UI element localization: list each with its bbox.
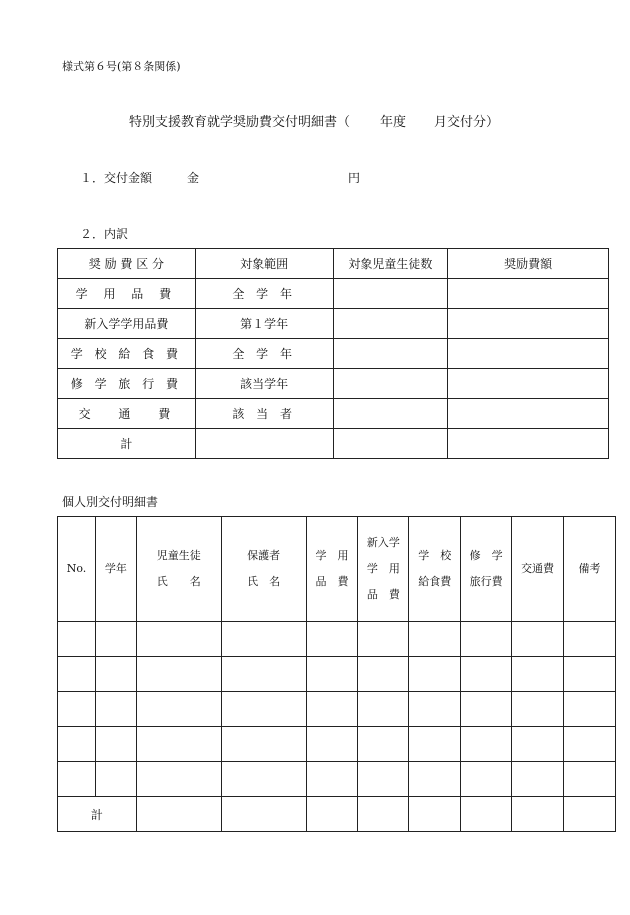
table-cell[interactable] (58, 657, 96, 692)
table-cell[interactable] (221, 762, 306, 797)
table-cell[interactable] (136, 622, 221, 657)
amount-kin: 金 (187, 171, 200, 185)
table-cell[interactable] (409, 727, 461, 762)
table-cell[interactable] (409, 692, 461, 727)
table-cell[interactable] (221, 657, 306, 692)
count-cell[interactable] (333, 399, 448, 429)
header-school-supplies-line2: 品 費 (315, 575, 349, 588)
table-cell[interactable] (58, 727, 96, 762)
breakdown-row (58, 279, 609, 309)
header-no: No. (58, 517, 96, 622)
header-category: 奨 励 費 区 分 (58, 249, 196, 279)
individual-total-row (58, 797, 616, 832)
individual-table (57, 516, 616, 832)
individual-header-row (58, 517, 616, 622)
header-guardian-line2: 氏 名 (247, 575, 281, 588)
table-cell[interactable] (461, 692, 512, 727)
table-row (58, 657, 616, 692)
count-cell[interactable] (333, 339, 448, 369)
header-count: 対象児童生徒数 (333, 249, 448, 279)
individual-total-label: 計 (58, 797, 137, 832)
header-guardian-line1: 保護者 (247, 549, 281, 562)
scope-cell: 該当学年 (195, 369, 333, 399)
scope-cell: 第１学年 (195, 309, 333, 339)
amount-cell[interactable] (448, 309, 609, 339)
form-number: 様式第６号(第８条関係) (62, 60, 181, 73)
header-remarks: 備考 (564, 517, 616, 622)
header-student-line2: 氏 名 (156, 575, 201, 588)
table-cell[interactable] (95, 727, 136, 762)
table-cell[interactable] (58, 622, 96, 657)
total-cell[interactable] (461, 797, 512, 832)
table-cell[interactable] (461, 657, 512, 692)
amount-cell[interactable] (448, 279, 609, 309)
table-cell[interactable] (95, 692, 136, 727)
category-cell: 新入学学用品費 (58, 309, 196, 339)
table-cell[interactable] (221, 692, 306, 727)
table-row (58, 762, 616, 797)
category-cell: 学 用 品 費 (58, 279, 196, 309)
title-month-label: 月交付分） (434, 115, 500, 130)
header-lunch-line2: 給食費 (418, 575, 452, 588)
table-cell[interactable] (512, 657, 564, 692)
table-cell[interactable] (512, 692, 564, 727)
table-row (58, 692, 616, 727)
amount-yen: 円 (348, 171, 361, 185)
header-new-enrollment-line1: 新入学 (366, 536, 400, 549)
document-title (129, 111, 499, 130)
title-year-label: 年度 (380, 115, 407, 130)
header-school-supplies-line1: 学 用 (315, 549, 349, 562)
table-cell[interactable] (221, 622, 306, 657)
table-cell[interactable] (306, 622, 358, 657)
table-cell[interactable] (306, 727, 358, 762)
total-cell[interactable] (221, 797, 306, 832)
table-cell[interactable] (358, 692, 409, 727)
count-cell[interactable] (333, 369, 448, 399)
breakdown-row (58, 399, 609, 429)
table-cell[interactable] (358, 622, 409, 657)
table-cell[interactable] (95, 657, 136, 692)
table-cell[interactable] (221, 727, 306, 762)
table-cell[interactable] (358, 727, 409, 762)
scope-cell: 全 学 年 (195, 339, 333, 369)
scope-cell: 全 学 年 (195, 279, 333, 309)
total-cell[interactable] (564, 797, 616, 832)
header-transport: 交通費 (512, 517, 564, 622)
table-cell[interactable] (564, 727, 616, 762)
total-cell[interactable] (358, 797, 409, 832)
total-label: 計 (58, 429, 196, 459)
header-trip-line2: 旅行費 (469, 575, 503, 588)
table-cell[interactable] (409, 657, 461, 692)
amount-cell[interactable] (448, 369, 609, 399)
breakdown-row (58, 309, 609, 339)
breakdown-table (57, 248, 609, 459)
category-cell: 修 学 旅 行 費 (58, 369, 196, 399)
header-lunch (409, 517, 461, 622)
table-cell[interactable] (358, 657, 409, 692)
table-row (58, 622, 616, 657)
header-trip (461, 517, 512, 622)
table-cell[interactable] (136, 657, 221, 692)
header-trip-line1: 修 学 (469, 549, 503, 562)
table-cell[interactable] (409, 762, 461, 797)
title-main: 特別支援教育就学奨励費交付明細書（ (129, 115, 351, 130)
header-amount: 奨励費額 (448, 249, 609, 279)
scope-cell: 該 当 者 (195, 399, 333, 429)
table-cell[interactable] (512, 622, 564, 657)
header-scope: 対象範囲 (195, 249, 333, 279)
total-cell[interactable] (512, 797, 564, 832)
table-cell[interactable] (95, 762, 136, 797)
header-student (136, 517, 221, 622)
amount-cell[interactable] (448, 399, 609, 429)
table-cell[interactable] (409, 622, 461, 657)
table-cell[interactable] (306, 692, 358, 727)
breakdown-row (58, 339, 609, 369)
table-cell[interactable] (358, 762, 409, 797)
table-cell[interactable] (564, 762, 616, 797)
total-cell[interactable] (136, 797, 221, 832)
total-count-cell[interactable] (333, 429, 448, 459)
header-student-line1: 児童生徒 (156, 549, 201, 562)
table-cell[interactable] (564, 622, 616, 657)
table-cell[interactable] (564, 692, 616, 727)
table-row (58, 727, 616, 762)
breakdown-row (58, 369, 609, 399)
table-cell[interactable] (461, 762, 512, 797)
category-cell: 学 校 給 食 費 (58, 339, 196, 369)
header-lunch-line1: 学 校 (418, 549, 452, 562)
table-cell[interactable] (512, 762, 564, 797)
amount-cell[interactable] (448, 339, 609, 369)
total-cell[interactable] (409, 797, 461, 832)
table-cell[interactable] (461, 622, 512, 657)
header-new-enrollment-line3: 品 費 (366, 588, 400, 601)
total-scope-cell (195, 429, 333, 459)
header-grade: 学年 (95, 517, 136, 622)
table-cell[interactable] (306, 657, 358, 692)
amount-label: １．交付金額 (80, 171, 153, 185)
header-new-enrollment-line2: 学 用 (366, 562, 400, 575)
table-cell[interactable] (461, 727, 512, 762)
header-new-enrollment (358, 517, 409, 622)
table-cell[interactable] (58, 692, 96, 727)
table-cell[interactable] (512, 727, 564, 762)
header-guardian (221, 517, 306, 622)
table-cell[interactable] (136, 692, 221, 727)
count-cell[interactable] (333, 279, 448, 309)
table-cell[interactable] (58, 762, 96, 797)
total-amount-cell[interactable] (448, 429, 609, 459)
header-school-supplies (306, 517, 358, 622)
table-cell[interactable] (306, 762, 358, 797)
table-cell[interactable] (136, 762, 221, 797)
category-cell: 交 通 費 (58, 399, 196, 429)
table-cell[interactable] (95, 622, 136, 657)
total-cell[interactable] (306, 797, 358, 832)
breakdown-total-row (58, 429, 609, 459)
breakdown-heading: ２．内訳 (80, 227, 129, 241)
table-cell[interactable] (136, 727, 221, 762)
breakdown-header-row (58, 249, 609, 279)
count-cell[interactable] (333, 309, 448, 339)
table-cell[interactable] (564, 657, 616, 692)
individual-body (58, 622, 616, 797)
individual-heading: 個人別交付明細書 (62, 495, 159, 509)
